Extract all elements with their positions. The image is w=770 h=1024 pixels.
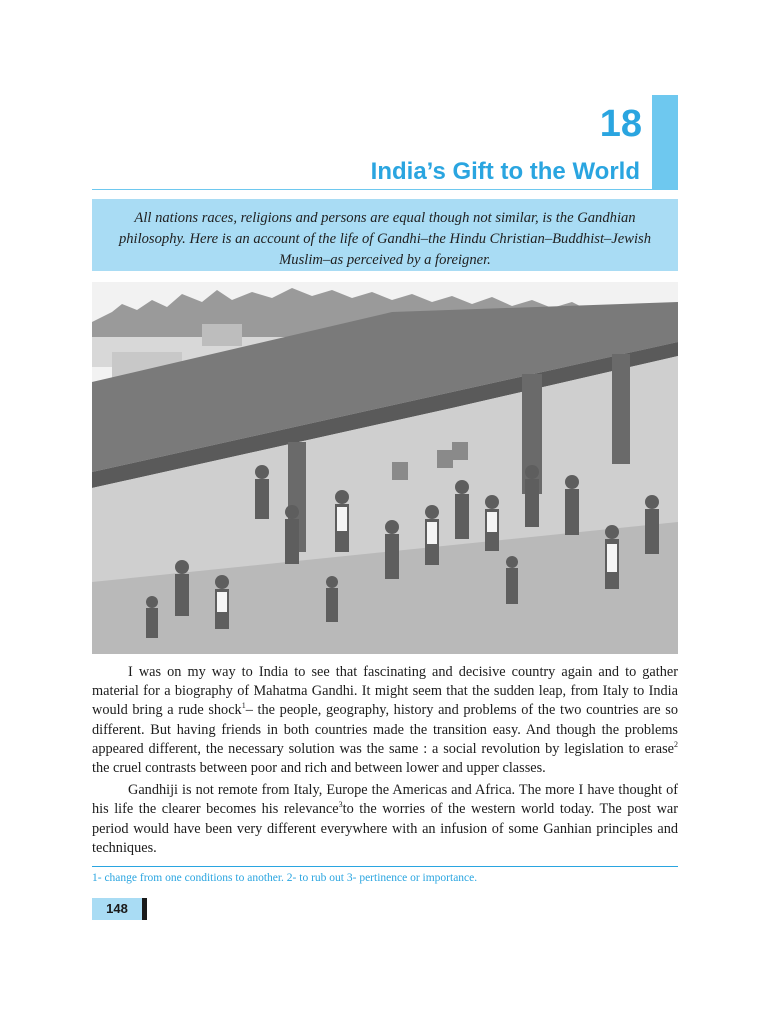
footnote-ref-2: 2 [674,740,678,750]
intro-text: All nations races, religions and persons are equal though not similar, is the Gandhian philosophy. Here is an account of the life of Gandhi–the Hindu Christian–Buddhist–Jewish Muslim–as perceived by a foreigner. [118,210,652,268]
footnote-ref-1: 1 [241,701,246,711]
chapter-title: India’s Gift to the World [370,158,640,185]
paragraph-1-part-a: I was on my way to India to see that fascinating and decisive country again and to gather material for a biography of Mahatma Gandhi. It might seem that the sudden leap, from Italy to India would bring a rude shock [92,664,678,719]
paragraph-1 [92,663,678,778]
page-number: 148 [106,901,128,916]
railway-platform-crowd-illustration [92,282,678,654]
paragraph-2-part-a: Gandhiji is not remote from Italy, Europe the Americas and Africa. The more I have thought of his life the clearer becomes his relevance [92,782,678,818]
chapter-accent-bar [652,95,678,190]
footnote-divider [92,866,678,867]
page-number-marker [142,898,147,920]
paragraph-2-part-b: to the worries of the western world today. The post war period would have been very different everywhere with an infusion of some Ganhian principles and techniques. [92,801,679,856]
footnote-ref-3: 3 [338,800,343,810]
title-divider [92,189,652,190]
body-text [92,663,678,861]
intro-box [92,199,678,271]
paragraph-1-part-b: – the people, geography, history and problems of the two countries are so different. But having friends in both countries made the transition easy. And though the problems appeared different, the necessary solution was the same : a social revolution by legislation to erase [92,702,679,757]
paragraph-2 [92,781,678,858]
chapter-number: 18 [599,103,642,145]
paragraph-1-part-c: the cruel contrasts between poor and rich and between lower and upper classes. [92,760,546,777]
footnotes: 1- change from one conditions to another. 2- to rub out 3- pertinence or importance. [92,872,478,884]
